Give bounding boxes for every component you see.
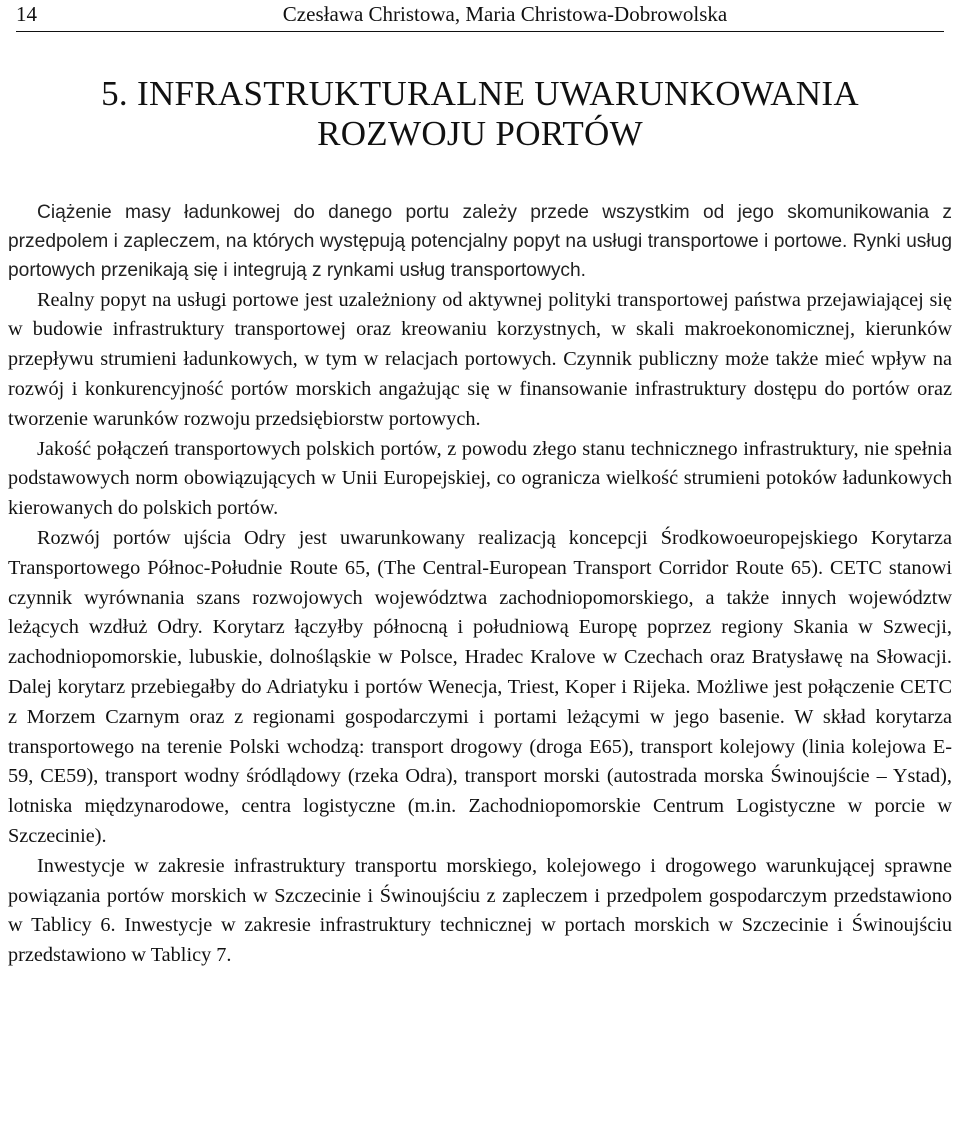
main-text-block	[8, 286, 952, 971]
body-text	[8, 198, 952, 971]
paragraph-3: Rozwój portów ujścia Odry jest uwarunkowany realizacją koncepcji Środkowoeuropejskiego Korytarza Transportowego Północ-Południe Route 65, (The Central-European Transport Corridor Route 65). CETC stanowi czynnik wyrównania szans rozwojowych województwa zachodniopomorskiego, a także innych województw leżących wzdłuż Odry. Korytarz łączyłby północną i południową Europę poprzez regiony Skania w Szwecji, zachodniopomorskie, lubuskie, dolnośląskie w Polsce, Hradec Kralove w Czechach oraz Bratysławę na Słowacji. Dalej korytarz przebiegałby do Adriatyku i portów Wenecja, Triest, Koper i Rijeka. Możliwe jest połączenie CETC z Morzem Czarnym oraz z regionami gospodarczymi i portami leżącymi w jego basenie. W skład korytarza transportowego na terenie Polski wchodzą: transport drogowy (droga E65), transport kolejowy (linia kolejowa E-59, CE59), transport wodny śródlądowy (rzeka Odra), transport morski (autostrada morska Świnoujście – Ystad), lotniska międzynarodowe, centra logistyczne (m.in. Zachodniopomorskie Centrum Logistyczne w porcie w Szczecinie).	[8, 526, 952, 847]
page-header	[8, 0, 952, 32]
intro-paragraph: Ciążenie masy ładunkowej do danego portu zależy przede wszystkim od jego skomunikowania z przedpolem i zapleczem, na których występują potencjalny popyt na usługi transportowe i portowe. Rynki usług portowych przenikają się i integrują z rynkami usług transportowych.	[8, 202, 952, 282]
header-rule	[16, 31, 944, 32]
page-number: 14	[16, 2, 37, 26]
intro-text-block	[8, 198, 952, 286]
paragraph-1: Realny popyt na usługi portowe jest uzależniony od aktywnej polityki transportowej państwa przejawiającej się w budowie infrastruktury transportowej oraz kreowaniu korzystnych, w skali makroekonomicznej, kierunków przepływu strumieni ładunkowych, w tym w relacjach portowych. Czynnik publiczny może także mieć wpływ na rozwój i konkurencyjność portów morskich angażując się w finansowanie infrastruktury dostępu do portów oraz tworzenie warunków rozwoju przedsiębiorstw portowych.	[8, 288, 952, 430]
chapter-title	[8, 74, 952, 154]
paragraph-4: Inwestycje w zakresie infrastruktury transportu morskiego, kolejowego i drogowego warunkującej sprawne powiązania portów morskich w Szczecinie i Świnoujściu z zapleczem i przedpolem gospodarczym przedstawiono w Tablicy 6. Inwestycje w zakresie infrastruktury technicznej w portach morskich w Szczecinie i Świnoujściu przedstawiono w Tablicy 7.	[8, 854, 952, 967]
running-head: Czesława Christowa, Maria Christowa-Dobrowolska	[282, 2, 728, 26]
chapter-title-line-1: 5. INFRASTRUKTURALNE UWARUNKOWANIA	[101, 74, 859, 113]
paragraph-2: Jakość połączeń transportowych polskich portów, z powodu złego stanu technicznego infrastruktury, nie spełnia podstawowych norm obowiązujących w Unii Europejskiej, co ogranicza wielkość strumieni potoków ładunkowych kierowanych do polskich portów.	[8, 437, 952, 520]
chapter-title-line-2: ROZWOJU PORTÓW	[317, 114, 643, 153]
